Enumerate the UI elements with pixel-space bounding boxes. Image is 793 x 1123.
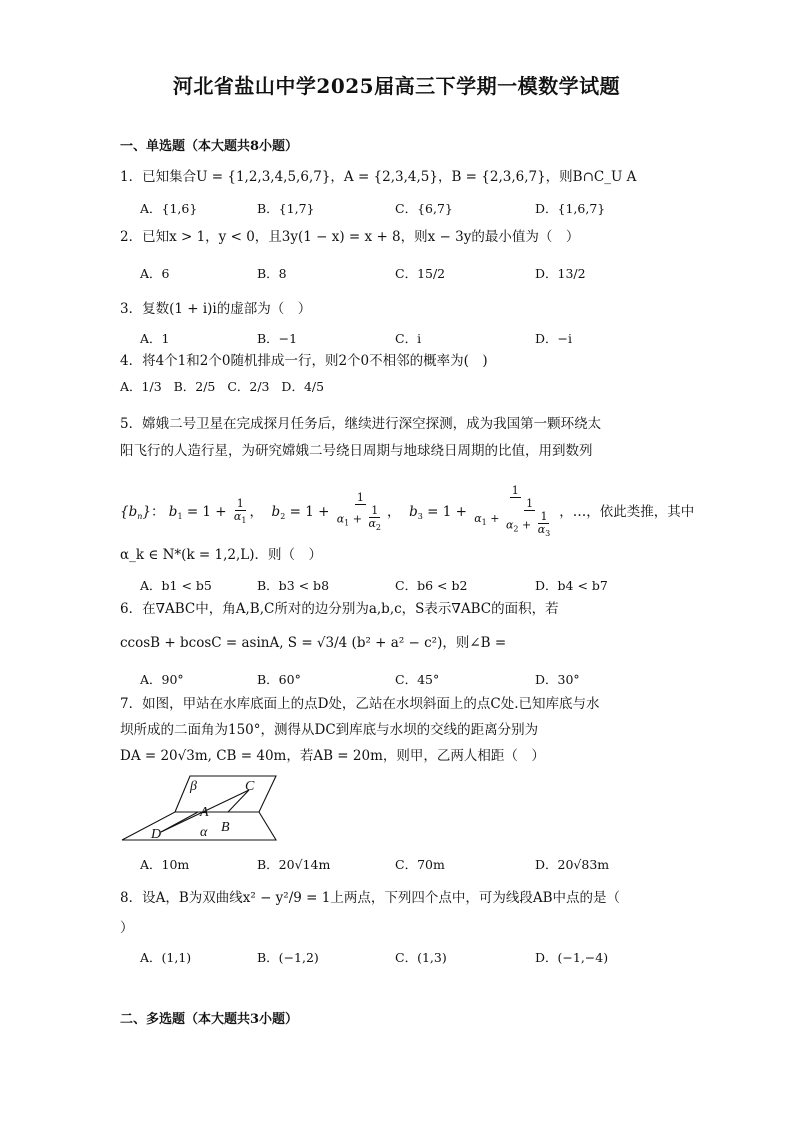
q8-option-c: C．(1,3) (395, 950, 447, 965)
question-6-options (140, 670, 700, 690)
label-alpha: α (200, 825, 208, 840)
q4-option-a: A．1/3 (120, 379, 162, 394)
label-beta: β (190, 779, 197, 794)
q4-option-c: C．2/3 (227, 379, 270, 394)
q3-option-a: A．1 (140, 331, 170, 346)
q3-option-c: C．i (395, 331, 422, 346)
q8-option-d: D．(−1,−4) (535, 950, 609, 965)
q4-option-d: D．4/5 (281, 379, 325, 394)
q6-option-b: B．60° (257, 672, 301, 687)
q2-option-d: D．13/2 (535, 266, 586, 281)
q6-option-c: C．45° (395, 672, 440, 687)
q2-option-c: C．15/2 (395, 266, 446, 281)
question-8-line-1: 8．设A，B为双曲线x² − y²/9 = 1上两点，下列四个点中，可为线段AB中点的是（ (120, 890, 621, 906)
q5-option-b: B．b3 < b8 (257, 578, 330, 593)
q3-option-d: D．−i (535, 331, 572, 346)
q7-option-a: A．10m (140, 857, 190, 872)
question-7-line-2: 坝所成的二面角为150°，测得从DC到库底与水坝的交线的距离分别为 (120, 722, 539, 738)
question-6-line-1: 6．在∇ABC中，角A,B,C所对的边分别为a,b,c，S表示∇ABC的面积，若 (120, 601, 559, 617)
q7-option-c: C．70m (395, 857, 445, 872)
question-4-options (120, 378, 324, 396)
question-6-line-2: ccosB + bcosC = asinA, S = √3/4 (b² + a² − c²)，则∠B = (120, 635, 507, 651)
q5-option-c: C．b6 < b2 (395, 578, 468, 593)
section-heading-multiple-choice: 二、多选题（本大题共3小题） (120, 1012, 299, 1027)
q8-option-a: A．(1,1) (140, 950, 192, 965)
q5-option-d: D．b4 < b7 (535, 578, 608, 593)
q1-option-a: A．{1,6} (140, 201, 198, 216)
q6-option-a: A．90° (140, 672, 184, 687)
q8-option-b: B．(−1,2) (257, 950, 319, 965)
label-b: B (221, 820, 230, 835)
label-a: A (200, 805, 209, 820)
question-7-line-1: 7．如图，甲站在水库底面上的点D处，乙站在水坝斜面上的点C处.已知库底与水 (120, 696, 600, 712)
q2-option-b: B．8 (257, 266, 287, 281)
question-1-options (140, 199, 700, 219)
q6-option-d: D．30° (535, 672, 580, 687)
q2-option-a: A．6 (140, 266, 170, 281)
question-8-line-2: ） (120, 920, 134, 936)
question-3-options (140, 329, 700, 349)
question-5-line-2: 阳飞行的人造行星，为研究嫦娥二号绕日周期与地球绕日周期的比值，用到数列 (120, 443, 593, 459)
question-2: 2．已知x > 1，y < 0，且3y(1 − x) = x + 8，则x − 3y的最小值为（ ） (120, 229, 580, 245)
question-4: 4．将4个1和2个0随机排成一行，则2个0不相邻的概率为( ) (120, 353, 488, 369)
q7-option-b: B．20√14m (257, 857, 331, 872)
q7-option-d: D．20√83m (535, 857, 610, 872)
q1-option-b: B．{1,7} (257, 201, 315, 216)
question-5-sequence-tail: ，…，依此类推，其中 (559, 504, 695, 520)
label-c: C (245, 779, 255, 794)
question-5-sequence: $\{b_n\}$： $b_1 = 1$ + $\frac{1}{\alpha_1}$ ， $b_2 = 1$ + 1 $\alpha_1$ + $\frac{1}{\alpha_2}$ ， $b_3 = 1$ + 1 $\alpha_1$ + 1 $\alpha_2$ + $\frac{1}{\alpha_3}$ ，…，依此类推，其中 (120, 484, 695, 538)
q1-option-c: C．{6,7} (395, 201, 453, 216)
label-d: D (151, 827, 162, 842)
question-7-options (140, 855, 700, 875)
q5-option-a: A．b1 < b5 (140, 578, 212, 593)
q1-option-d: D．{1,6,7} (535, 201, 606, 216)
section-heading-single-choice: 一、单选题（本大题共8小题） (120, 139, 299, 154)
question-7-line-3: DA = 20√3m, CB = 40m，若AB = 20m，则甲，乙两人相距（ ） (120, 748, 545, 764)
question-2-options (140, 264, 700, 284)
question-1: 1．已知集合U = {1,2,3,4,5,6,7}，A = {2,3,4,5}，B = {2,3,6,7}，则B∩C_U A (120, 169, 637, 185)
question-8-options (140, 948, 700, 968)
question-5-condition: α_k ∈ N*(k = 1,2,L)．则（ ） (120, 547, 323, 563)
page-title: 河北省盐山中学2025届高三下学期一模数学试题 (172, 74, 621, 98)
dam-figure (118, 768, 288, 846)
q3-option-b: B．−1 (257, 331, 298, 346)
reservoir-plane-alpha (122, 812, 276, 840)
q4-option-b: B．2/5 (173, 379, 216, 394)
question-3: 3．复数(1 + i)i的虚部为（ ） (120, 301, 312, 317)
question-5-options (140, 576, 700, 596)
question-5-line-1: 5．嫦娥二号卫星在完成探月任务后，继续进行深空探测，成为我国第一颗环绕太 (120, 416, 602, 432)
segment-da (161, 812, 198, 832)
